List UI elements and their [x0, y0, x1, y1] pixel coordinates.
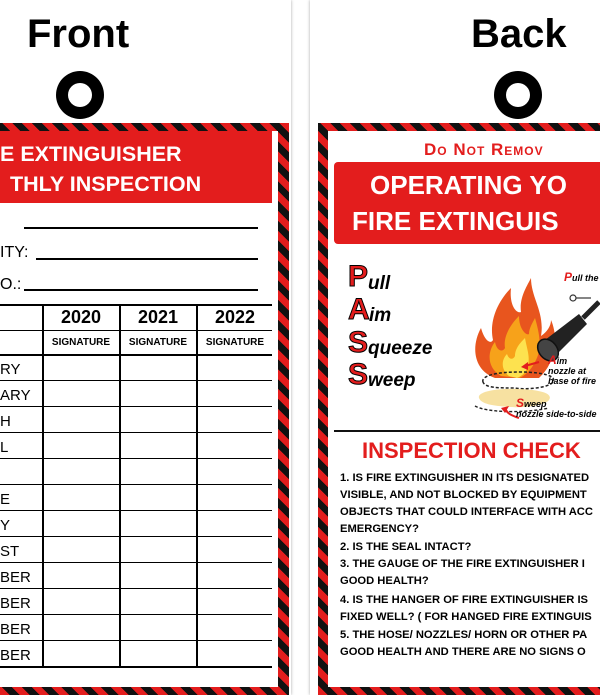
- month-label: E: [0, 491, 11, 508]
- front-title-banner: [0, 131, 272, 203]
- checklist-line: EMERGENCY?: [340, 523, 419, 535]
- year-2021: 2021: [137, 307, 179, 327]
- signature-header-2021: SIGNATURE: [128, 337, 188, 348]
- front-tag: [0, 0, 291, 695]
- step-sweep-line-1: weep: [524, 399, 547, 409]
- front-field-line-2: [36, 258, 258, 260]
- step-pull-cap: P: [564, 270, 573, 284]
- step-sweep-line-2: nozzle side-to-side: [516, 409, 597, 419]
- year-2020: 2020: [60, 307, 102, 327]
- do-not-remove-label: Do Not Remov: [424, 140, 544, 159]
- pass-word-aim: im: [369, 305, 392, 326]
- operating-title-banner: [334, 162, 600, 244]
- month-label: ARY: [0, 387, 31, 404]
- inspection-checklist-title: INSPECTION CHECK: [362, 438, 581, 463]
- month-label: L: [0, 439, 9, 456]
- operating-title-line-2: FIRE EXTINGUIS: [352, 206, 559, 236]
- checklist-line: FIXED WELL? ( FOR HANGED FIRE EXTINGUIS: [340, 611, 592, 623]
- front-heading: Front: [27, 12, 130, 56]
- month-label: BER: [0, 621, 31, 638]
- month-label: RY: [0, 361, 21, 378]
- front-field-label-1: ITY:: [0, 244, 29, 261]
- month-label: Y: [0, 517, 11, 534]
- pass-letter-s-1: S: [348, 326, 369, 359]
- front-grommet-hole: [56, 71, 104, 119]
- step-aim-line-2: nozzle at: [548, 366, 587, 376]
- month-label: BER: [0, 647, 31, 664]
- operating-title-line-1: OPERATING YO: [370, 170, 567, 200]
- checklist-line: 1. IS FIRE EXTINGUISHER IN ITS DESIGNATED: [340, 472, 590, 484]
- fire-flame-icon: [475, 278, 555, 389]
- month-label: H: [0, 413, 11, 430]
- step-aim-label: [548, 355, 596, 386]
- checklist-line: OBJECTS THAT COULD INTERFACE WITH ACC: [340, 506, 593, 518]
- pass-word-pull: ull: [368, 273, 391, 294]
- month-label: BER: [0, 595, 31, 612]
- checklist-line: 5. THE HOSE/ NOZZLES/ HORN OR OTHER PA: [340, 629, 588, 641]
- step-pull-label: [564, 272, 599, 283]
- front-banner-line-1: E EXTINGUISHER: [0, 142, 182, 166]
- pass-letter-a: A: [348, 293, 370, 326]
- step-aim-line-3: base of fire: [548, 376, 597, 386]
- checklist-line: VISIBLE, AND NOT BLOCKED BY EQUIPMENT: [340, 489, 587, 501]
- front-field-label-2: O.:: [0, 276, 22, 293]
- step-sweep-label: [516, 398, 597, 419]
- signature-header-2022: SIGNATURE: [205, 337, 265, 348]
- checklist-line: GOOD HEALTH AND THERE ARE NO SIGNS O: [340, 646, 586, 658]
- checklist-line: 2. IS THE SEAL INTACT?: [340, 541, 472, 553]
- front-field-line-1: [24, 227, 258, 229]
- step-pull-text: ull the: [572, 273, 599, 283]
- checklist-line: 3. THE GAUGE OF THE FIRE EXTINGUISHER I: [340, 558, 585, 570]
- front-banner-line-2: THLY INSPECTION: [10, 172, 202, 196]
- pass-word-squeeze: queeze: [368, 338, 433, 359]
- checklist-line: GOOD HEALTH?: [340, 575, 429, 587]
- step-aim-cap: A: [548, 353, 557, 367]
- month-label: ST: [0, 543, 20, 560]
- year-2022: 2022: [214, 307, 256, 327]
- checklist-line: 4. IS THE HANGER OF FIRE EXTINGUISHER IS: [340, 594, 589, 606]
- back-tag: [310, 0, 600, 695]
- pass-word-sweep: weep: [368, 370, 416, 391]
- step-aim-line-1: im: [556, 356, 568, 366]
- step-sweep-cap: S: [516, 396, 525, 410]
- signature-header-2020: SIGNATURE: [51, 337, 111, 348]
- back-heading: Back: [471, 12, 567, 56]
- section-divider: [334, 430, 600, 432]
- front-field-line-3: [24, 289, 258, 291]
- month-label: BER: [0, 569, 31, 586]
- pass-letter-p: P: [348, 260, 369, 293]
- back-grommet-hole: [494, 71, 542, 119]
- pass-letter-s-2: S: [348, 358, 369, 391]
